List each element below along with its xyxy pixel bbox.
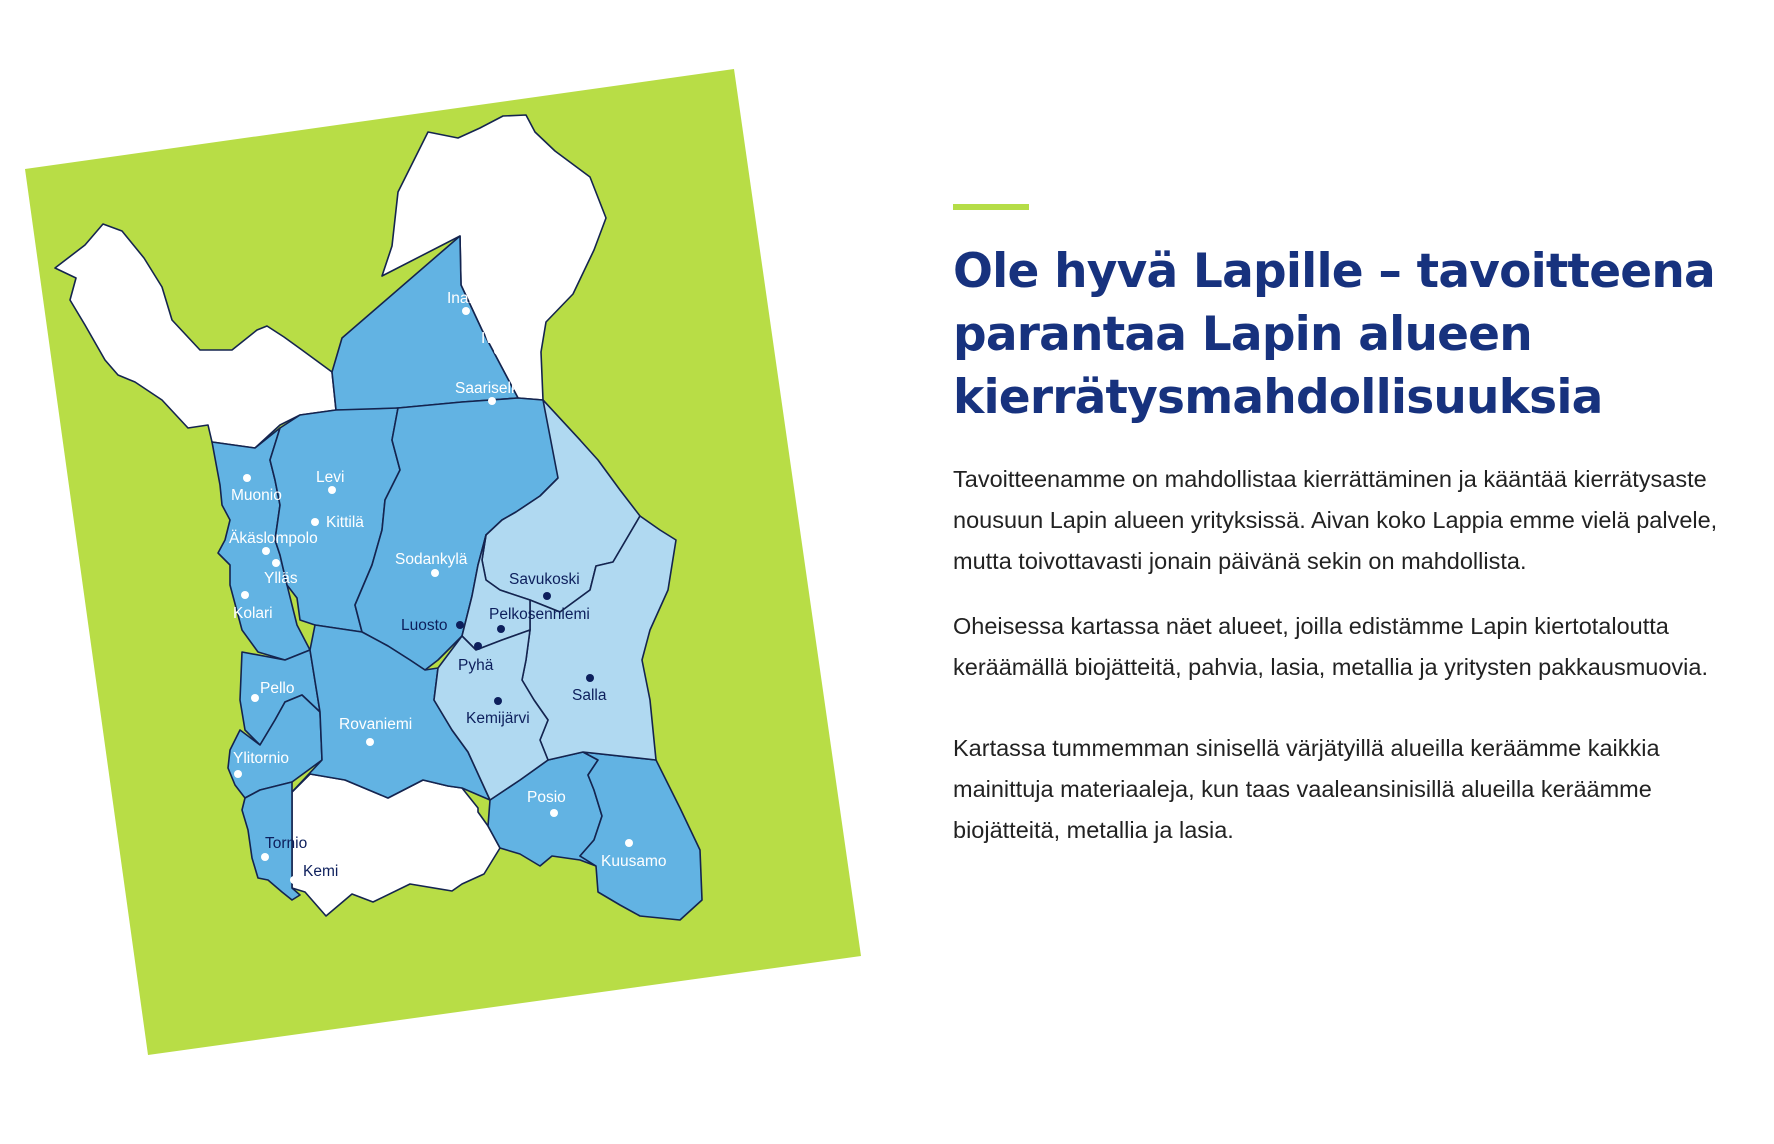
marker-dot: [494, 697, 502, 705]
place-label: Luosto: [401, 617, 448, 634]
marker-dot: [586, 674, 594, 682]
marker-dot: [261, 853, 269, 861]
place-label: Levi: [316, 469, 345, 486]
marker-dot: [474, 642, 482, 650]
place-label: Posio: [527, 789, 566, 806]
place-label: Muonio: [231, 487, 282, 504]
place-label: Rovaniemi: [339, 716, 413, 733]
marker-dot: [456, 621, 464, 629]
place-label: Saariselkä: [455, 380, 528, 397]
marker-dot: [234, 770, 242, 778]
marker-dot: [497, 625, 505, 633]
place-label: Kemi: [303, 863, 339, 880]
place-label: Äkäslompolo: [229, 530, 318, 547]
marker-dot: [243, 474, 251, 482]
accent-divider: [953, 204, 1029, 210]
page-title: Ole hyvä Lapille – tavoitteena parantaa Lapin alueen kierrätysmahdollisuuksia: [953, 244, 1715, 425]
marker-dot: [488, 397, 496, 405]
marker-dot: [625, 839, 633, 847]
marker-dot: [462, 307, 470, 315]
place-label: Kittilä: [326, 514, 364, 531]
place-label: Inari: [447, 290, 478, 307]
marker-dot: [262, 547, 270, 555]
marker-dot: [543, 592, 551, 600]
place-label: Pello: [260, 680, 295, 697]
marker-dot: [251, 694, 259, 702]
place-label: Pyhä: [458, 657, 494, 674]
place-label: Sodankylä: [395, 551, 468, 568]
marker-dot: [311, 518, 319, 526]
place-label: Salla: [572, 687, 607, 704]
place-label: Kolari: [233, 605, 273, 622]
map-description-paragraph: Oheisessa kartassa näet alueet, joilla edistämme Lapin kiertotaloutta keräämällä biojätteitä, pahvia, lasia, metallia ja yritysten pakkausmuovia.: [953, 613, 1708, 680]
place-label: Kuusamo: [601, 853, 667, 870]
marker-dot: [366, 738, 374, 746]
marker-dot: [431, 569, 439, 577]
marker-dot: [550, 809, 558, 817]
marker-dot: [241, 591, 249, 599]
marker-dot: [290, 876, 298, 884]
lapland-service-map: [0, 0, 880, 1144]
place-label: Kemijärvi: [466, 710, 530, 727]
place-label: Tornio: [265, 835, 308, 852]
place-label: Ylläs: [264, 570, 298, 587]
place-label: Ylitornio: [233, 750, 289, 767]
intro-paragraph: Tavoitteenamme on mahdollistaa kierrättäminen ja kääntää kierrätysaste nousuun Lapin alueen yrityksissä. Aivan koko Lappia emme vielä palvele, mutta toivottavasti jonain päivänä sekin on mahdollista.: [953, 466, 1718, 574]
marker-dot: [328, 486, 336, 494]
place-label: Savukoski: [509, 571, 580, 588]
place-label: Ivalo: [481, 330, 514, 347]
place-label: Pelkosenniemi: [489, 606, 590, 623]
article-section: [953, 204, 1723, 851]
marker-dot: [494, 347, 502, 355]
legend-paragraph: Kartassa tummemman sinisellä värjätyillä alueilla keräämme kaikkia mainittuja materiaaleja, kun taas vaaleansinisillä alueilla keräämme biojätteitä, metallia ja lasia.: [953, 735, 1660, 843]
marker-dot: [272, 559, 280, 567]
